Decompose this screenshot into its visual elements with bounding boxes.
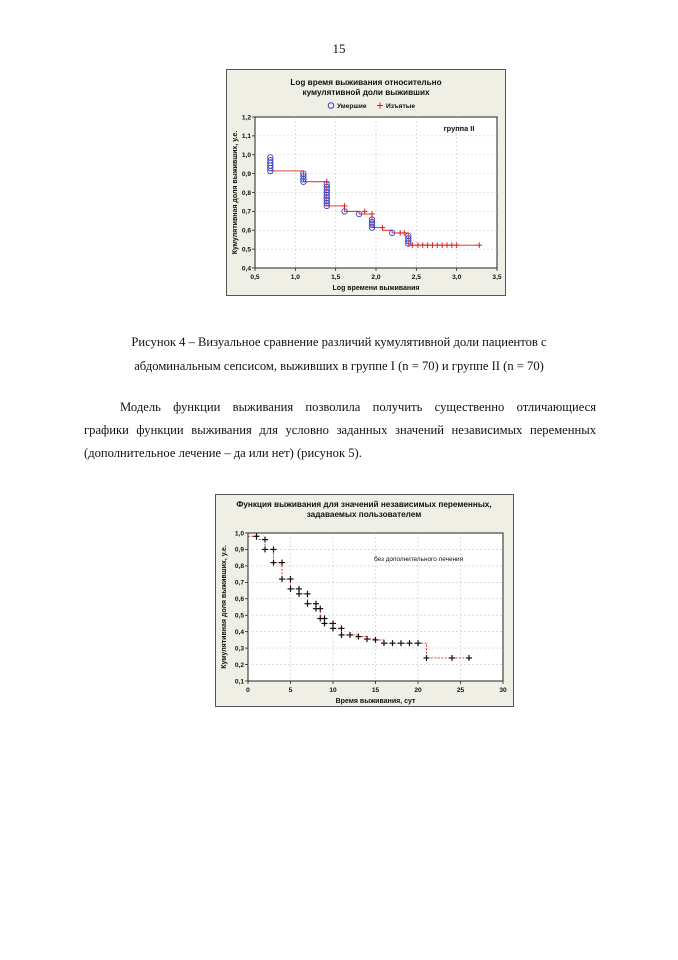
y-axis-label: Кумулятивная доля выживших, у.е. (232, 130, 239, 255)
x-tick-label: 1,5 (331, 274, 341, 281)
legend-died-marker (328, 103, 334, 109)
figure-4-chart (226, 69, 506, 296)
x-tick-label: 30 (499, 687, 507, 694)
caption-line-2: абдоминальным сепсисом, выживших в группе I (n = 70) и группе II (n = 70) (134, 359, 544, 373)
y-tick-label: 0,8 (241, 189, 251, 197)
y-tick-label: 0,8 (234, 563, 244, 571)
y-tick-label: 0,9 (241, 170, 251, 178)
x-tick-label: 20 (414, 687, 422, 694)
x-tick-label: 2,0 (371, 274, 381, 281)
caption-line-1: Рисунок 4 – Визуальное сравнение различий кумулятивной доли пациентов с (131, 335, 547, 349)
paragraph-line-3: (дополнительное лечение – да или нет) (рисунок 5). (84, 446, 362, 460)
figure-4-caption (80, 330, 598, 378)
y-tick-label: 0,6 (234, 596, 244, 604)
y-tick-label: 0,2 (234, 661, 244, 669)
chart-title-line: Log время выживания относительно (290, 78, 442, 87)
y-tick-label: 1,1 (241, 133, 251, 141)
figure-5-chart (215, 494, 514, 707)
y-tick-label: 0,7 (241, 208, 251, 216)
x-tick-label: 5 (288, 687, 293, 694)
page-number: 15 (332, 41, 346, 56)
y-tick-label: 0,4 (234, 628, 244, 636)
chart-title-line: кумулятивной доли выживших (302, 88, 430, 97)
y-tick-label: 0,5 (234, 612, 244, 620)
legend-censored-label: Изъятые (386, 103, 416, 110)
x-tick-label: 3,5 (492, 274, 502, 281)
legend-censored-marker (377, 103, 383, 109)
chart-title-line: задаваемых пользователем (306, 510, 422, 519)
body-paragraph (84, 396, 596, 465)
x-axis-label: Log времени выживания (332, 285, 420, 292)
y-tick-label: 0,6 (241, 227, 251, 235)
x-tick-label: 10 (329, 687, 337, 694)
chart-annotation: без дополнительного лечения (374, 556, 464, 563)
y-tick-label: 1,0 (241, 152, 251, 160)
chart-2-svg (216, 495, 513, 706)
y-tick-label: 1,2 (241, 114, 251, 122)
legend-died-label: Умершие (337, 103, 367, 110)
y-tick-label: 0,3 (234, 645, 244, 653)
x-tick-label: 1,0 (290, 274, 300, 281)
paragraph-line-2: графики функции выживания для условно заданных значений независимых переменных (84, 423, 596, 437)
y-tick-label: 0,5 (241, 246, 251, 254)
chart-title-line: Функция выживания для значений независимых переменных, (236, 500, 492, 509)
y-tick-label: 0,7 (234, 579, 244, 587)
x-tick-label: 3,0 (452, 274, 462, 281)
y-axis-label: Кумулятивная доля выживших, у.е. (221, 545, 228, 669)
chart-1-svg (227, 70, 505, 295)
x-tick-label: 2,5 (411, 274, 421, 281)
y-tick-label: 0,4 (241, 265, 251, 273)
x-tick-label: 0,5 (250, 274, 260, 281)
chart-annotation: группа II (443, 124, 475, 133)
x-axis-label: Время выживания, сут (335, 698, 416, 705)
y-tick-label: 0,1 (234, 678, 244, 686)
x-tick-label: 0 (246, 687, 250, 694)
paragraph-line-1: Модель функции выживания позволила получить существенно отличающиеся (120, 400, 596, 414)
x-tick-label: 15 (371, 687, 380, 694)
y-tick-label: 0,9 (234, 546, 244, 554)
y-tick-label: 1,0 (234, 530, 244, 538)
x-tick-label: 25 (456, 687, 465, 694)
